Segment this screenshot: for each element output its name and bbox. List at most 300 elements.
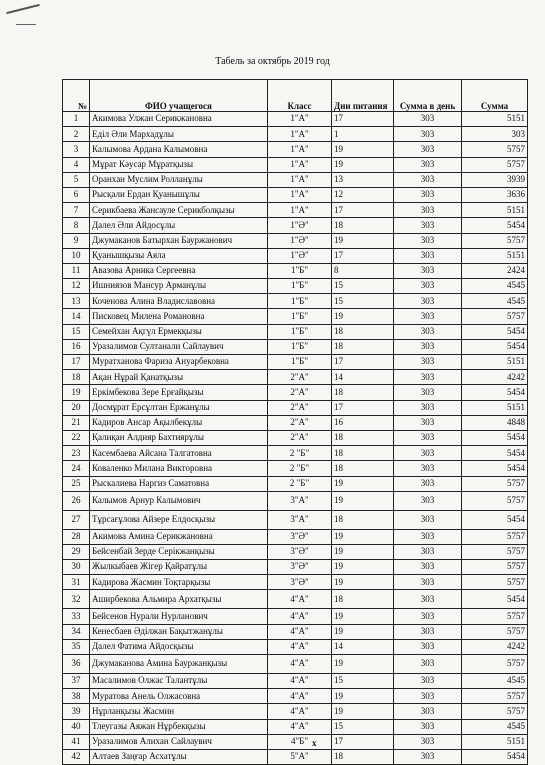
row-total-cell: 5454 [462, 749, 528, 764]
table-row [63, 355, 528, 370]
scan-mark [16, 24, 36, 25]
row-days-cell: 17 [332, 112, 394, 127]
row-class-cell: 1"А" [268, 187, 332, 202]
row-total-cell: 5151 [462, 248, 528, 263]
table-row [63, 157, 528, 172]
row-days-cell: 18 [332, 339, 394, 354]
row-days-cell: 15 [332, 674, 394, 689]
row-total-cell: 4242 [462, 370, 528, 385]
row-class-cell: 4"А" [268, 689, 332, 704]
row-num-cell: 34 [63, 624, 90, 639]
row-days-cell: 19 [332, 575, 394, 590]
table-row [63, 446, 528, 461]
row-total-cell: 5454 [462, 324, 528, 339]
row-per-day-cell: 303 [394, 590, 462, 609]
row-name-cell: Авазова Арника Сергеевна [90, 263, 268, 278]
table-row [63, 609, 528, 624]
row-num-cell: 19 [63, 385, 90, 400]
row-class-cell: 5"А" [268, 749, 332, 764]
row-class-cell: 1"Б" [268, 294, 332, 309]
row-name-cell: Алтаев Заңғар Асхатұлы [90, 749, 268, 764]
row-name-cell: Акимова Улжан Серикжановна [90, 112, 268, 127]
row-per-day-cell: 303 [394, 655, 462, 674]
row-total-cell: 5757 [462, 560, 528, 575]
row-per-day-cell: 303 [394, 263, 462, 278]
row-days-cell: 18 [332, 218, 394, 233]
row-num-cell: 37 [63, 674, 90, 689]
row-days-cell: 15 [332, 279, 394, 294]
table-row [63, 248, 528, 263]
row-num-cell: 2 [63, 127, 90, 142]
row-total-cell: 4545 [462, 294, 528, 309]
row-per-day-cell: 303 [394, 233, 462, 248]
row-class-cell: 3"Ә" [268, 544, 332, 559]
row-total-cell: 5454 [462, 461, 528, 476]
row-per-day-cell: 303 [394, 385, 462, 400]
row-name-cell: Оранхан Муслим Ролланұлы [90, 172, 268, 187]
table-row [63, 719, 528, 734]
row-days-cell: 19 [332, 655, 394, 674]
row-days-cell: 18 [332, 385, 394, 400]
row-class-cell: 2 "Б" [268, 446, 332, 461]
table-row [63, 400, 528, 415]
row-name-cell: Уразалимов Алихан Сайлаувич [90, 734, 268, 749]
row-num-cell: 40 [63, 719, 90, 734]
table-row [63, 309, 528, 324]
row-per-day-cell: 303 [394, 575, 462, 590]
row-num-cell: 36 [63, 655, 90, 674]
row-per-day-cell: 303 [394, 339, 462, 354]
row-name-cell: Рыскалиева Наргиз Саматовна [90, 476, 268, 491]
row-num-cell: 17 [63, 355, 90, 370]
row-total-cell: 5757 [462, 142, 528, 157]
table-row [63, 749, 528, 764]
row-total-cell: 5757 [462, 233, 528, 248]
table-row [63, 575, 528, 590]
row-class-cell: 1"А" [268, 172, 332, 187]
row-total-cell: 5757 [462, 309, 528, 324]
row-num-cell: 10 [63, 248, 90, 263]
row-days-cell: 15 [332, 719, 394, 734]
row-per-day-cell: 303 [394, 719, 462, 734]
row-days-cell: 13 [332, 172, 394, 187]
row-days-cell: 19 [332, 157, 394, 172]
row-num-cell: 26 [63, 491, 90, 510]
row-num-cell: 35 [63, 639, 90, 654]
row-class-cell: 4"А" [268, 624, 332, 639]
table-row [63, 590, 528, 609]
row-name-cell: Далел Әли Айдосұлы [90, 218, 268, 233]
row-total-cell: 5151 [462, 203, 528, 218]
table-row [63, 510, 528, 529]
row-days-cell: 8 [332, 263, 394, 278]
table-row [63, 655, 528, 674]
row-num-cell: 7 [63, 203, 90, 218]
row-class-cell: 2"А" [268, 385, 332, 400]
row-name-cell: Кенесбаев Әділжан Бақытжанұлы [90, 624, 268, 639]
row-per-day-cell: 303 [394, 446, 462, 461]
table-row [63, 415, 528, 430]
row-per-day-cell: 303 [394, 400, 462, 415]
table-row [63, 529, 528, 544]
row-num-cell: 28 [63, 529, 90, 544]
table-row [63, 476, 528, 491]
row-class-cell: 3"А" [268, 510, 332, 529]
row-name-cell: Писковец Милена Романовна [90, 309, 268, 324]
table-row [63, 370, 528, 385]
table-row [63, 704, 528, 719]
row-num-cell: 8 [63, 218, 90, 233]
row-num-cell: 9 [63, 233, 90, 248]
row-class-cell: 2"А" [268, 400, 332, 415]
row-per-day-cell: 303 [394, 624, 462, 639]
row-days-cell: 17 [332, 400, 394, 415]
row-num-cell: 30 [63, 560, 90, 575]
row-name-cell: Бейсенбай Зерде Серікжанқызы [90, 544, 268, 559]
row-class-cell: 4"А" [268, 609, 332, 624]
row-total-cell: 5757 [462, 157, 528, 172]
row-total-cell: 5757 [462, 529, 528, 544]
row-days-cell: 19 [332, 529, 394, 544]
row-total-cell: 5757 [462, 655, 528, 674]
row-days-cell: 19 [332, 233, 394, 248]
table-row [63, 112, 528, 127]
row-per-day-cell: 303 [394, 749, 462, 764]
row-name-cell: Ақан Нұрай Қанатқызы [90, 370, 268, 385]
row-class-cell: 3"Ә" [268, 575, 332, 590]
row-class-cell: 4"А" [268, 674, 332, 689]
row-class-cell: 1"Б" [268, 279, 332, 294]
meals-table [62, 79, 528, 765]
row-num-cell: 1 [63, 112, 90, 127]
row-num-cell: 39 [63, 704, 90, 719]
row-total-cell: 4545 [462, 674, 528, 689]
row-class-cell: 3"А" [268, 491, 332, 510]
row-per-day-cell: 303 [394, 476, 462, 491]
row-per-day-cell: 303 [394, 142, 462, 157]
row-num-cell: 32 [63, 590, 90, 609]
row-total-cell: 5757 [462, 704, 528, 719]
row-total-cell: 5454 [462, 590, 528, 609]
row-class-cell: 1"Ә" [268, 248, 332, 263]
row-total-cell: 3939 [462, 172, 528, 187]
row-num-cell: 15 [63, 324, 90, 339]
row-total-cell: 2424 [462, 263, 528, 278]
row-total-cell: 5454 [462, 339, 528, 354]
row-per-day-cell: 303 [394, 187, 462, 202]
row-class-cell: 1"А" [268, 142, 332, 157]
row-name-cell: Коваленко Милана Викторовна [90, 461, 268, 476]
row-class-cell: 2"А" [268, 415, 332, 430]
row-num-cell: 5 [63, 172, 90, 187]
row-per-day-cell: 303 [394, 279, 462, 294]
row-days-cell: 17 [332, 248, 394, 263]
row-per-day-cell: 303 [394, 704, 462, 719]
row-total-cell: 5151 [462, 112, 528, 127]
row-days-cell: 16 [332, 415, 394, 430]
row-per-day-cell: 303 [394, 510, 462, 529]
row-num-cell: 31 [63, 575, 90, 590]
row-days-cell: 19 [332, 142, 394, 157]
table-row [63, 385, 528, 400]
row-per-day-cell: 303 [394, 415, 462, 430]
row-per-day-cell: 303 [394, 324, 462, 339]
row-num-cell: 24 [63, 461, 90, 476]
row-class-cell: 4"А" [268, 719, 332, 734]
table-row [63, 172, 528, 187]
row-num-cell: 11 [63, 263, 90, 278]
row-name-cell: Серикбаева Жансауле Серикболқызы [90, 203, 268, 218]
header-days: Дни питания [332, 80, 394, 112]
row-name-cell: Тұрсағұлова Айзере Елдосқызы [90, 510, 268, 529]
row-name-cell: Бейсенов Нурали Нурланович [90, 609, 268, 624]
row-name-cell: Кадиров Ансар Ақылбекұлы [90, 415, 268, 430]
row-class-cell: 4"А" [268, 590, 332, 609]
footer-mark: x [312, 738, 317, 748]
row-days-cell: 18 [332, 324, 394, 339]
row-days-cell: 12 [332, 187, 394, 202]
row-num-cell: 27 [63, 510, 90, 529]
table-row [63, 294, 528, 309]
row-num-cell: 21 [63, 415, 90, 430]
table-row [63, 560, 528, 575]
table-row [63, 689, 528, 704]
row-days-cell: 18 [332, 461, 394, 476]
row-days-cell: 19 [332, 544, 394, 559]
row-days-cell: 14 [332, 370, 394, 385]
row-name-cell: Рысқали Ердан Қуанышұлы [90, 187, 268, 202]
row-name-cell: Калымов Арнур Калымович [90, 491, 268, 510]
row-name-cell: Қуанышқызы Аяла [90, 248, 268, 263]
row-name-cell: Джумаканов Батырхан Бауржанович [90, 233, 268, 248]
row-days-cell: 19 [332, 609, 394, 624]
row-name-cell: Муратханова Фариза Ануарбековна [90, 355, 268, 370]
table-row [63, 491, 528, 510]
row-total-cell: 5151 [462, 734, 528, 749]
table-row [63, 430, 528, 445]
row-num-cell: 22 [63, 430, 90, 445]
row-num-cell: 18 [63, 370, 90, 385]
row-name-cell: Касембаева Айсана Талгатовна [90, 446, 268, 461]
row-class-cell: 1"Б" [268, 263, 332, 278]
row-days-cell: 14 [332, 639, 394, 654]
row-num-cell: 29 [63, 544, 90, 559]
row-class-cell: 3"Ә" [268, 529, 332, 544]
row-per-day-cell: 303 [394, 112, 462, 127]
row-name-cell: Семейхан Ақгүл Ермекқызы [90, 324, 268, 339]
table-row [63, 233, 528, 248]
row-per-day-cell: 303 [394, 430, 462, 445]
row-num-cell: 4 [63, 157, 90, 172]
row-class-cell: 4"А" [268, 704, 332, 719]
row-num-cell: 3 [63, 142, 90, 157]
row-per-day-cell: 303 [394, 294, 462, 309]
scan-mark [6, 4, 39, 14]
row-class-cell: 1"А" [268, 203, 332, 218]
header-num: № [63, 80, 90, 112]
row-days-cell: 18 [332, 430, 394, 445]
row-num-cell: 12 [63, 279, 90, 294]
row-name-cell: Мұрат Кәусар Мұратқызы [90, 157, 268, 172]
row-class-cell: 1"А" [268, 112, 332, 127]
table-row [63, 734, 528, 749]
table-row [63, 544, 528, 559]
row-days-cell: 18 [332, 510, 394, 529]
row-num-cell: 23 [63, 446, 90, 461]
row-name-cell: Калымова Ардана Калымовна [90, 142, 268, 157]
header-total: Сумма [462, 80, 528, 112]
row-total-cell: 5757 [462, 491, 528, 510]
row-num-cell: 6 [63, 187, 90, 202]
row-name-cell: Коченова Алина Владиславовна [90, 294, 268, 309]
document-title: Табель за октябрь 2019 год [215, 56, 330, 67]
row-per-day-cell: 303 [394, 734, 462, 749]
header-class: Класс [268, 80, 332, 112]
row-days-cell: 19 [332, 624, 394, 639]
table-row [63, 279, 528, 294]
row-per-day-cell: 303 [394, 157, 462, 172]
table-header-row [63, 80, 528, 112]
row-per-day-cell: 303 [394, 491, 462, 510]
row-per-day-cell: 303 [394, 203, 462, 218]
row-class-cell: 1"Б" [268, 355, 332, 370]
table-row [63, 324, 528, 339]
row-class-cell: 2"А" [268, 430, 332, 445]
row-class-cell: 1"Ә" [268, 218, 332, 233]
table-row [63, 203, 528, 218]
row-days-cell: 1 [332, 127, 394, 142]
row-class-cell: 1"Б" [268, 324, 332, 339]
row-num-cell: 13 [63, 294, 90, 309]
row-total-cell: 3636 [462, 187, 528, 202]
row-total-cell: 5454 [462, 430, 528, 445]
row-class-cell: 3"Ә" [268, 560, 332, 575]
row-days-cell: 18 [332, 446, 394, 461]
row-per-day-cell: 303 [394, 560, 462, 575]
table-row [63, 187, 528, 202]
row-class-cell: 2 "Б" [268, 461, 332, 476]
row-per-day-cell: 303 [394, 461, 462, 476]
row-total-cell: 5757 [462, 689, 528, 704]
row-name-cell: Муратова Анель Олжасовна [90, 689, 268, 704]
row-num-cell: 20 [63, 400, 90, 415]
row-num-cell: 25 [63, 476, 90, 491]
table-row [63, 218, 528, 233]
row-num-cell: 14 [63, 309, 90, 324]
table-row [63, 339, 528, 354]
row-per-day-cell: 303 [394, 370, 462, 385]
row-name-cell: Уразалимов Султанали Сайлаувич [90, 339, 268, 354]
table-row [63, 142, 528, 157]
row-total-cell: 303 [462, 127, 528, 142]
row-class-cell: 1"Ә" [268, 233, 332, 248]
row-class-cell: 1"А" [268, 157, 332, 172]
row-total-cell: 5454 [462, 510, 528, 529]
row-days-cell: 18 [332, 749, 394, 764]
table-row [63, 127, 528, 142]
row-days-cell: 19 [332, 309, 394, 324]
row-name-cell: Масалимов Олжас Талантұлы [90, 674, 268, 689]
row-class-cell: 4"Б" [268, 734, 332, 749]
row-num-cell: 16 [63, 339, 90, 354]
row-days-cell: 18 [332, 590, 394, 609]
table-row [63, 674, 528, 689]
row-total-cell: 5757 [462, 575, 528, 590]
row-name-cell: Қалиқан Алдияр Бахтиярұлы [90, 430, 268, 445]
row-class-cell: 4"А" [268, 639, 332, 654]
row-name-cell: Акимова Амина Серикжановна [90, 529, 268, 544]
row-num-cell: 42 [63, 749, 90, 764]
row-per-day-cell: 303 [394, 609, 462, 624]
row-class-cell: 2 "Б" [268, 476, 332, 491]
row-name-cell: Джумаканова Амина Бауржанқызы [90, 655, 268, 674]
row-total-cell: 4545 [462, 279, 528, 294]
row-per-day-cell: 303 [394, 639, 462, 654]
header-name: ФИО учащегося [90, 80, 268, 112]
row-name-cell: Кадирова Жасмин Тоқтарқызы [90, 575, 268, 590]
row-total-cell: 5151 [462, 400, 528, 415]
row-days-cell: 19 [332, 689, 394, 704]
row-per-day-cell: 303 [394, 309, 462, 324]
row-total-cell: 4545 [462, 719, 528, 734]
row-total-cell: 5757 [462, 624, 528, 639]
row-total-cell: 5454 [462, 385, 528, 400]
row-days-cell: 17 [332, 355, 394, 370]
row-class-cell: 2"А" [268, 370, 332, 385]
row-name-cell: Еркімбекова Зере Ерғайқызы [90, 385, 268, 400]
row-per-day-cell: 303 [394, 172, 462, 187]
row-per-day-cell: 303 [394, 689, 462, 704]
table-row [63, 624, 528, 639]
row-total-cell: 4848 [462, 415, 528, 430]
row-num-cell: 33 [63, 609, 90, 624]
table-row [63, 639, 528, 654]
row-per-day-cell: 303 [394, 218, 462, 233]
row-class-cell: 1"Б" [268, 339, 332, 354]
row-days-cell: 17 [332, 203, 394, 218]
row-total-cell: 5757 [462, 609, 528, 624]
row-per-day-cell: 303 [394, 127, 462, 142]
row-days-cell: 19 [332, 704, 394, 719]
row-total-cell: 5454 [462, 218, 528, 233]
row-days-cell: 19 [332, 560, 394, 575]
row-total-cell: 5757 [462, 544, 528, 559]
row-total-cell: 5151 [462, 355, 528, 370]
row-total-cell: 5757 [462, 476, 528, 491]
row-class-cell: 4"А" [268, 655, 332, 674]
row-per-day-cell: 303 [394, 248, 462, 263]
row-num-cell: 41 [63, 734, 90, 749]
row-class-cell: 1"А" [268, 127, 332, 142]
row-total-cell: 4242 [462, 639, 528, 654]
table-row [63, 263, 528, 278]
row-per-day-cell: 303 [394, 355, 462, 370]
row-class-cell: 1"Б" [268, 309, 332, 324]
row-name-cell: Ишниязов Мансур Арманұлы [90, 279, 268, 294]
header-per-day: Сумма в день [394, 80, 462, 112]
row-name-cell: Далел Фатима Айдосқызы [90, 639, 268, 654]
row-name-cell: Еділ Әли Мархадұлы [90, 127, 268, 142]
row-name-cell: Досмұрат Ерсұлтан Ержанұлы [90, 400, 268, 415]
row-name-cell: Нұрланқызы Жасмин [90, 704, 268, 719]
row-per-day-cell: 303 [394, 529, 462, 544]
row-days-cell: 19 [332, 491, 394, 510]
row-name-cell: Жылкыбаев Жігер Қайратұлы [90, 560, 268, 575]
row-per-day-cell: 303 [394, 674, 462, 689]
row-days-cell: 15 [332, 294, 394, 309]
row-days-cell: 19 [332, 476, 394, 491]
row-total-cell: 5454 [462, 446, 528, 461]
